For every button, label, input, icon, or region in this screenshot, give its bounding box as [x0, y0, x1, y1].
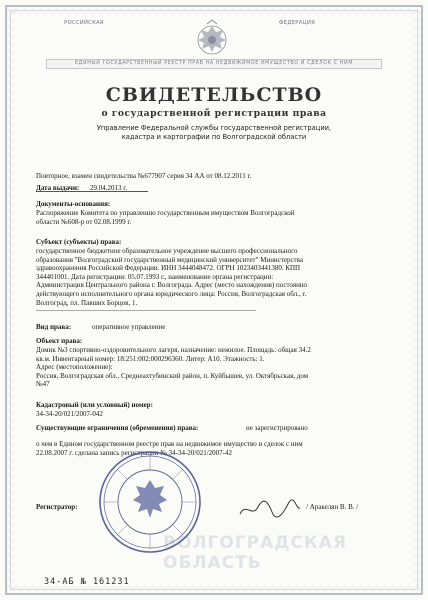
rightsholder-line: действующего исполнительного органа юридического лица: Россия, Волгоградская обл., г.	[36, 289, 307, 298]
authority-line: Управление Федеральной службы государственной регистрации,	[96, 124, 332, 132]
double-headed-eagle-emblem	[189, 18, 235, 58]
issuing-authority	[74, 124, 354, 141]
section-divider	[36, 310, 256, 311]
rightsholder-line: здравоохранения Российской Федерации. ИНН 3444048472. ОГРН 1023403441380. КПП	[36, 264, 301, 273]
object-label: Объект права:	[36, 337, 83, 345]
rightsholder-line: Волгоград, пл. Павших Борцов, 1.	[36, 298, 138, 307]
documents-basis-line: области №608-р от 02.08.1999 г.	[36, 217, 132, 226]
reissue-note: Повторное, взамен свидетельства №677907 серия 34 АА от 08.12.2011 г.	[36, 172, 252, 180]
registrar-signature	[238, 498, 302, 520]
object-line: кв.м. Инвентарный номер: 18:251:002:000296360. Литер: А10. Этажность: 1.	[36, 354, 265, 363]
right-type-label: Вид права:	[36, 323, 72, 331]
cadastral-value: 34-34-20/021/2007-042	[36, 410, 103, 418]
authority-line: кадастра и картографии по Волгоградской области	[121, 132, 307, 141]
banner-right-text: ФЕДЕРАЦИЯ	[279, 20, 315, 26]
rightsholder-text	[36, 247, 406, 307]
object-line: №47	[36, 380, 50, 389]
registry-record	[36, 440, 406, 457]
rightsholder-line: Администрация Центрального района г. Волгограда. Адрес (место нахождения) постоянно	[36, 281, 308, 290]
certificate-title: СВИДЕТЕЛЬСТВО	[105, 84, 323, 106]
object-line: Домик №3 спортивно-оздоровительного лагеря, назначение: нежилое. Площадь: общая 34.2	[36, 346, 311, 354]
certificate-subtitle: о государственной регистрации права	[101, 108, 327, 119]
issue-date-value: 29.04.2013 г.	[90, 184, 128, 192]
official-seal	[98, 450, 202, 554]
object-text	[36, 346, 406, 389]
registrar-label: Регистратор:	[36, 503, 78, 511]
registry-record-line: 22.08.2007 г. сделана запись регистрации № 34-34-20/021/2007-42	[36, 448, 233, 457]
rightsholder-label: Субъект (субъекты) права:	[36, 238, 122, 246]
rightsholder-line: 344401001. Дата регистрации: 05.07.1993 г., наименование органа регистрации:	[36, 272, 274, 281]
registrar-name: / Аракелян В. В. /	[306, 503, 359, 511]
encumbrances-value: не зарегистрировано	[246, 424, 308, 432]
object-line: Россия, Волгоградская обл., Среднеахтубинский район, п. Куйбышев, ул. Октябрьская, дом	[36, 371, 309, 380]
issue-date-label: Дата выдачи:	[36, 184, 80, 192]
documents-basis-text	[36, 209, 406, 226]
right-type-value: оперативное управление	[92, 323, 166, 331]
form-serial-number: 34-АБ № 161231	[44, 577, 130, 587]
rightsholder-line: образования "Волгоградский государственный медицинский университет" Министерства	[36, 255, 303, 264]
documents-basis-label: Документы-основания:	[36, 200, 111, 208]
documents-basis-line: Распоряжение Комитета по управлению государственным имуществом Волгоградской	[36, 209, 295, 217]
object-line: Адрес (местоположение):	[36, 363, 113, 372]
encumbrances-label: Существующие ограничения (обременения) права:	[36, 424, 199, 432]
rightsholder-line: государственное бюджетное образовательное учреждение высшего профессионального	[36, 247, 298, 255]
registry-record-line: о чем в Едином государственном реестре прав на недвижимое имущество и сделок с ним	[36, 440, 303, 448]
date-underline	[36, 191, 148, 192]
region-watermark: ВОЛГОГРАДСКАЯ ОБЛАСТЬ	[163, 533, 348, 573]
registry-banner: ЕДИНЫЙ ГОСУДАРСТВЕННЫЙ РЕЕСТР ПРАВ НА НЕДВИЖИМОЕ ИМУЩЕСТВО И СДЕЛОК С НИМ	[46, 59, 382, 69]
cadastral-label: Кадастровый (или условный) номер:	[36, 401, 154, 409]
banner-left-text: РОССИЙСКАЯ	[64, 20, 104, 26]
